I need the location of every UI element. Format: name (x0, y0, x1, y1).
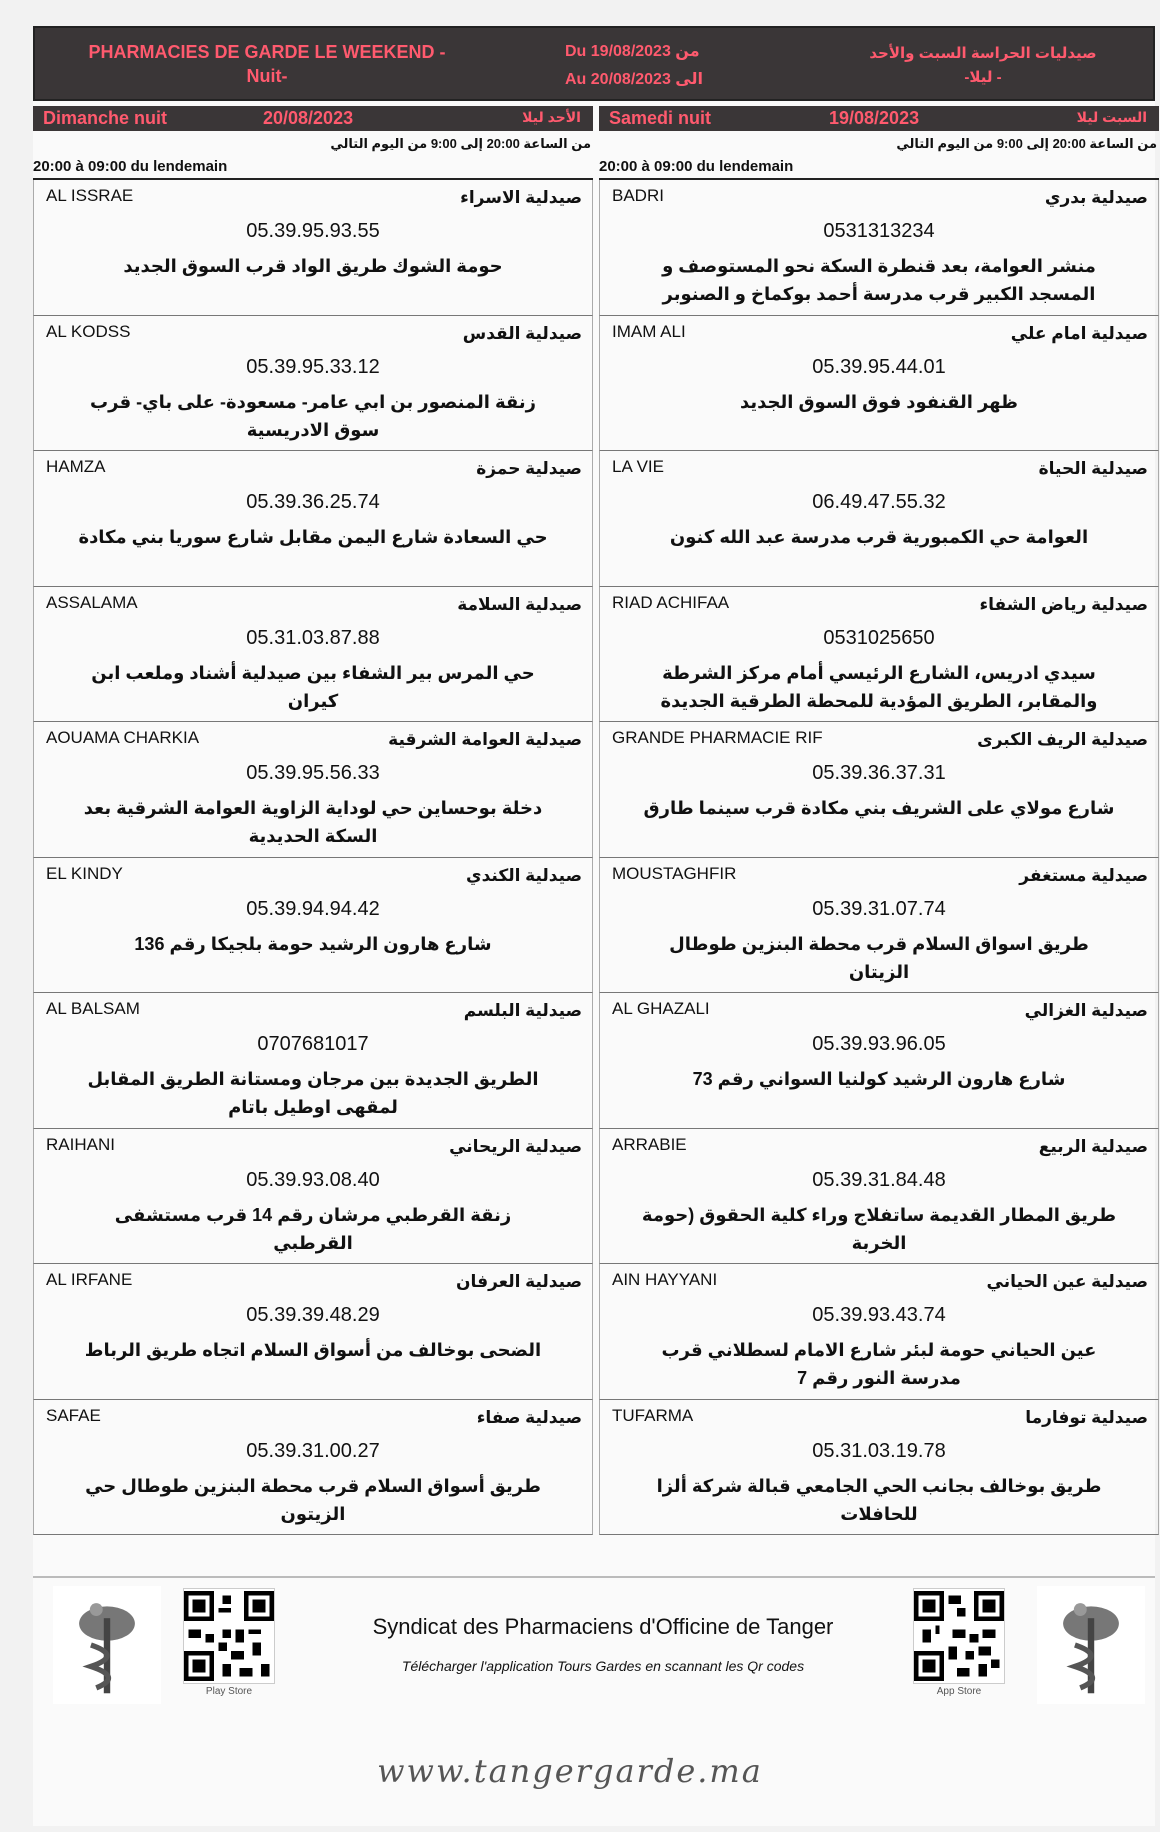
saturday-ar-hours: من الساعة 20:00 إلى 9:00 من اليوم التالي (896, 136, 1157, 151)
title-ar-line: صيدليات الحراسة السبت والأحد (869, 45, 1097, 62)
pharmacy-address: دخلة بوحساين حي لوداية الزاوية العوامة الشرقية بعد السكة الحديدية (83, 798, 543, 846)
pharmacy-phone[interactable]: 0531313234 (823, 220, 935, 242)
pharmacy-address: الضحى بوخالف من أسواق السلام اتجاه طريق الرباط (84, 1340, 542, 1360)
saturday-column (599, 106, 1159, 1535)
pharmacy-entry (599, 1400, 1159, 1536)
pharmacy-entry (33, 858, 593, 994)
pharmacy-name: HAMZA (46, 457, 106, 476)
pharmacy-phone[interactable]: 0707681017 (257, 1033, 369, 1055)
title-fr-line: PHARMACIES DE GARDE LE WEEKEND - (88, 42, 446, 62)
pharmacy-name: SAFAE (46, 1405, 101, 1425)
pharmacy-entry (599, 993, 1159, 1129)
pharmacy-name-arabic: صيدلية مستغفر (1019, 865, 1148, 885)
download-instruction: Télécharger l'application Tours Gardes en scannant les Qr codes (401, 1658, 805, 1674)
pharmacy-phone[interactable]: 05.39.31.07.74 (812, 897, 946, 920)
pharmacy-name-arabic: صيدلية العوامة الشرقية (388, 730, 582, 749)
pharmacy-name: LA VIE (612, 457, 664, 476)
sunday-fr-hours: 20:00 à 09:00 du lendemain (33, 158, 228, 175)
pharmacy-entry (33, 722, 593, 858)
pharmacy-name: AL KODSS (46, 321, 131, 341)
pharmacy-address: منشر العوامة، بعد قنطرة السكة نحو المستوصف و المسجد الكبير قرب مدرسة أحمد بوكماخ و الصنوبر (662, 256, 1096, 304)
pharmacy-address: عين الحياني حومة لبئر شارع الامام لسطلاني قرب مدرسة النور رقم 7 (661, 1340, 1097, 1388)
sunday-ar-hours: من الساعة 20:00 إلى 9:00 من اليوم التالي (330, 136, 591, 151)
pharmacy-phone[interactable]: 05.39.36.37.31 (812, 762, 946, 784)
pharmacy-name: AOUAMA CHARKIA (46, 728, 200, 747)
sunday-column (33, 106, 593, 1535)
pharmacy-phone[interactable]: 0531025650 (823, 626, 935, 649)
guard-pharmacies-sheet (33, 26, 1155, 1826)
pharmacy-name: ASSALAMA (46, 592, 138, 612)
pharmacy-address: شارع مولاي على الشريف بني مكادة قرب سينما طارق (643, 798, 1115, 818)
syndicate-name: Syndicat des Pharmaciens d'Officine de Tanger (372, 1614, 834, 1639)
pharmacy-entry (33, 180, 593, 316)
caduceus-icon (1037, 1586, 1145, 1704)
pharmacy-name-arabic: صيدلية الربيع (1038, 1136, 1148, 1156)
pharmacy-entry (33, 451, 593, 587)
app-store-label: App Store (936, 1686, 982, 1697)
pharmacy-name: BADRI (612, 186, 664, 205)
pharmacy-name: RAIHANI (46, 1134, 115, 1154)
saturday-date: 19/08/2023 (829, 108, 920, 128)
pharmacy-phone[interactable]: 05.39.95.93.55 (246, 220, 380, 242)
pharmacy-name: AL ISSRAE (46, 186, 134, 205)
pharmacy-name: GRANDE PHARMACIE RIF (612, 728, 823, 747)
pharmacy-address: حي المرس بير الشفاء بين صيدلية أشناد وملعب ابن كيران (91, 662, 535, 711)
pharmacy-name-arabic: صيدلية الريحاني (449, 1136, 582, 1156)
pharmacy-name-arabic: صيدلية القدس (462, 323, 582, 343)
pharmacy-name-arabic: صيدلية عين الحياني (986, 1272, 1148, 1291)
title-arabic (853, 42, 1113, 90)
date-from: Du 19/08/2023 من (565, 43, 700, 60)
pharmacy-phone[interactable]: 05.31.03.87.88 (246, 626, 380, 649)
pharmacy-name-arabic: صيدلية رياض الشفاء (979, 594, 1148, 614)
pharmacy-logo-left (53, 1586, 161, 1704)
pharmacy-entry (33, 1264, 593, 1400)
pharmacy-entry (599, 858, 1159, 994)
app-store-qr-code[interactable] (913, 1588, 1005, 1684)
pharmacy-phone[interactable]: 05.39.31.84.48 (812, 1168, 946, 1191)
pharmacy-entry (33, 1400, 593, 1536)
play-store-label: Play Store (205, 1686, 253, 1697)
pharmacy-name-arabic: صيدلية بدري (1044, 188, 1148, 207)
pharmacy-address: الطريق الجديدة بين مرجان ومستانة الطريق المقابل لمقهى اوطيل باتام (87, 1069, 539, 1117)
pharmacy-name: ARRABIE (612, 1134, 687, 1154)
pharmacy-name-arabic: صيدلية السلامة (457, 594, 582, 614)
pharmacy-name-arabic: صيدلية صفاء (476, 1407, 582, 1427)
website-handwritten[interactable]: www.tangergarde.ma (377, 1752, 763, 1790)
title-ar-sub: - ليلا- (964, 69, 1002, 86)
pharmacy-phone[interactable]: 05.39.95.56.33 (246, 762, 380, 784)
pharmacy-entry (33, 1129, 593, 1265)
pharmacy-name: MOUSTAGHFIR (612, 863, 737, 883)
pharmacy-name-arabic: صيدلية حمزة (476, 459, 582, 478)
pharmacy-phone[interactable]: 05.39.31.00.27 (246, 1439, 380, 1462)
pharmacy-name: RIAD ACHIFAA (612, 592, 730, 612)
pharmacy-name: AL IRFANE (46, 1270, 133, 1289)
footer (33, 1576, 1155, 1706)
pharmacy-phone[interactable]: 05.39.93.96.05 (812, 1033, 946, 1055)
pharmacy-entry (599, 1129, 1159, 1265)
pharmacy-name: AIN HAYYANI (612, 1270, 718, 1289)
pharmacy-entry (599, 316, 1159, 452)
pharmacy-name-arabic: صيدلية توفارما (1025, 1407, 1148, 1427)
pharmacy-name: AL BALSAM (46, 999, 140, 1018)
pharmacy-address: العوامة حي الكمبورية قرب مدرسة عبد الله كنون (669, 527, 1089, 547)
date-range (565, 38, 735, 94)
pharmacy-address: طريق أسواق السلام قرب محطة البنزين طوطال حي الزيتون (85, 1475, 541, 1524)
pharmacy-phone[interactable]: 06.49.47.55.32 (812, 491, 946, 513)
pharmacy-name: EL KINDY (46, 863, 123, 883)
pharmacy-address: سيدي ادريس، الشارع الرئيسي أمام مركز الشرطة والمقابر، الطريق المؤدية للمحطة الطرقية الجديدة (660, 662, 1098, 711)
pharmacy-phone[interactable]: 05.39.95.44.01 (812, 355, 946, 378)
pharmacy-name-arabic: صيدلية امام علي (1010, 323, 1148, 343)
pharmacy-name-arabic: صيدلية الاسراء (460, 188, 582, 207)
pharmacy-phone[interactable]: 05.31.03.19.78 (812, 1439, 946, 1462)
pharmacy-phone[interactable]: 05.39.94.94.42 (246, 897, 380, 920)
date-to: Au 20/08/2023 الى (565, 71, 703, 88)
pharmacy-entry (33, 587, 593, 723)
sunday-ar-label: الأحد ليلا (522, 109, 581, 125)
pharmacy-address: حي السعادة شارع اليمن مقابل شارع سوريا بني مكادة (78, 527, 548, 547)
pharmacy-entry (599, 451, 1159, 587)
pharmacy-phone[interactable]: 05.39.39.48.29 (246, 1304, 380, 1326)
pharmacy-address: طريق بوخالف بجانب الحي الجامعي قبالة شركة ألزا للحافلات (656, 1475, 1102, 1524)
pharmacy-phone[interactable]: 05.39.93.43.74 (812, 1304, 946, 1326)
sunday-label: Dimanche nuit (43, 108, 168, 128)
saturday-list (599, 180, 1159, 1535)
pharmacy-logo-right (1037, 1586, 1145, 1704)
pharmacy-entry (33, 993, 593, 1129)
pharmacy-name-arabic: صيدلية الكندي (466, 865, 582, 885)
pharmacy-name: AL GHAZALI (612, 999, 710, 1018)
pharmacy-phone[interactable]: 05.39.95.33.12 (246, 355, 380, 378)
pharmacy-name: TUFARMA (612, 1405, 694, 1425)
pharmacy-entry (33, 316, 593, 452)
pharmacy-name-arabic: صيدلية الغزالي (1024, 1001, 1148, 1020)
pharmacy-address: زنقة القرطبي مرشان رقم 14 قرب مستشفى القرطبي (114, 1204, 512, 1253)
pharmacy-entry (599, 587, 1159, 723)
pharmacy-address: طريق المطار القديمة ساتفلاج وراء كلية الحقوق (حومة الخربة (641, 1204, 1117, 1253)
pharmacy-entry (599, 1264, 1159, 1400)
qr-code-icon (184, 1589, 274, 1683)
pharmacy-name-arabic: صيدلية العرفان (456, 1272, 582, 1291)
pharmacy-address: شارع هارون الرشيد حومة بلجيكا رقم 136 (134, 933, 492, 954)
pharmacy-address: طريق اسواق السلام قرب محطة البنزين طوطال الزيتان (669, 933, 1089, 982)
pharmacy-phone[interactable]: 05.39.36.25.74 (246, 491, 380, 513)
saturday-header (599, 106, 1159, 180)
pharmacy-address: حومة الشوك طريق الواد قرب السوق الجديد (123, 256, 503, 276)
title-french (57, 40, 477, 88)
sunday-list (33, 180, 593, 1535)
pharmacy-address: شارع هارون الرشيد كولنيا السواني رقم 73 (692, 1069, 1066, 1089)
qr-code-icon (914, 1589, 1004, 1683)
saturday-fr-hours: 20:00 à 09:00 du lendemain (599, 158, 794, 175)
pharmacy-name: IMAM ALI (612, 321, 686, 341)
saturday-label: Samedi nuit (609, 108, 712, 128)
title-fr-sub: Nuit- (246, 66, 288, 86)
pharmacy-name-arabic: صيدلية البلسم (463, 1001, 582, 1020)
caduceus-icon (53, 1586, 161, 1704)
pharmacy-phone[interactable]: 05.39.93.08.40 (246, 1168, 380, 1191)
pharmacy-name-arabic: صيدلية الحياة (1038, 459, 1148, 478)
sunday-header (33, 106, 593, 180)
sunday-date: 20/08/2023 (263, 108, 354, 128)
header-banner (33, 26, 1155, 101)
pharmacy-address: ظهر القنفود فوق السوق الجديد (740, 391, 1018, 412)
saturday-ar-label: السبت ليلا (1076, 109, 1147, 125)
pharmacy-name-arabic: صيدلية الريف الكبرى (977, 730, 1148, 749)
pharmacy-entry (599, 722, 1159, 858)
pharmacy-address: زنقة المنصور بن ابي عامر- مسعودة- على باي- قرب سوق الادريسية (90, 391, 536, 440)
pharmacy-entry (599, 180, 1159, 316)
play-store-qr-code[interactable] (183, 1588, 275, 1684)
